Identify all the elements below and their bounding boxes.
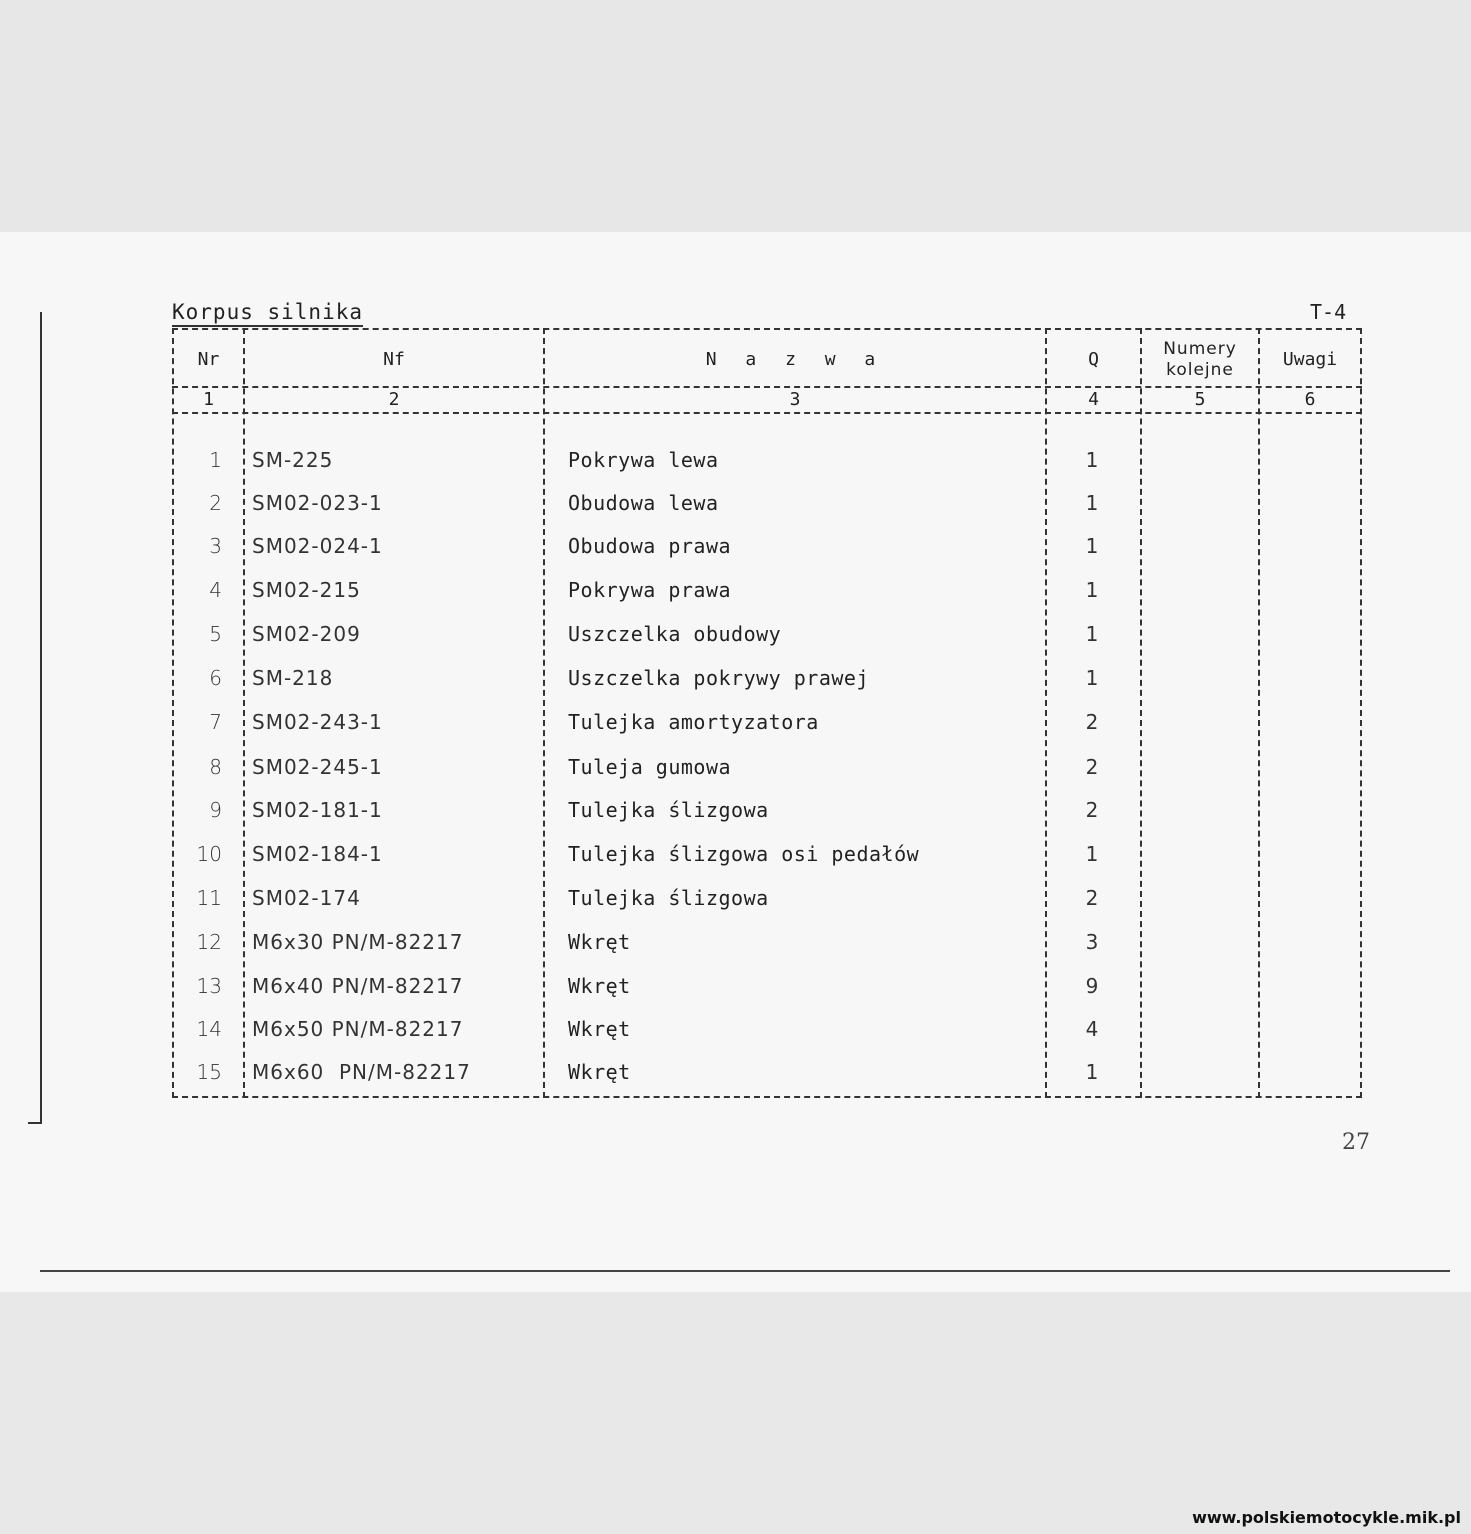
- row-nr: 2: [209, 491, 222, 515]
- row-quantity: 2: [1085, 886, 1099, 910]
- table-row: [174, 700, 1360, 744]
- row-part-name: Uszczelka pokrywy prawej: [568, 666, 869, 690]
- table-row: [174, 656, 1360, 700]
- row-nr: 3: [209, 534, 222, 558]
- row-quantity: 9: [1085, 974, 1099, 998]
- page-number: 27: [1342, 1130, 1370, 1155]
- column-number-1: 1: [203, 388, 214, 410]
- row-part-number: SM-225: [252, 448, 334, 472]
- row-part-name: Wkręt: [568, 930, 631, 954]
- row-nr: 9: [209, 798, 222, 822]
- header-nr: Nr: [197, 348, 220, 370]
- row-part-name: Tulejka ślizgowa: [568, 886, 769, 910]
- row-part-number: SM-218: [252, 666, 334, 690]
- row-part-name: Wkręt: [568, 1060, 631, 1084]
- source-watermark: www.polskiemotocykle.mik.pl: [1192, 1508, 1461, 1527]
- row-part-number: SM02-209: [252, 622, 361, 646]
- table-row: [174, 524, 1360, 568]
- row-nr: 12: [196, 930, 222, 954]
- row-nr: 7: [209, 710, 222, 734]
- row-quantity: 1: [1085, 534, 1099, 558]
- row-part-number: SM02-023-1: [252, 491, 383, 515]
- row-part-name: Wkręt: [568, 974, 631, 998]
- row-quantity: 1: [1085, 1060, 1099, 1084]
- row-nr: 6: [209, 666, 222, 690]
- row-part-number: SM02-245-1: [252, 755, 383, 779]
- table-row: [174, 964, 1360, 1008]
- header-uwagi: Uwagi: [1282, 348, 1338, 370]
- table-row: [174, 920, 1360, 964]
- page-bottom-line: [40, 1270, 1450, 1272]
- binding-rule-foot: [28, 1122, 42, 1124]
- table-row: [174, 1007, 1360, 1051]
- row-quantity: 1: [1085, 622, 1099, 646]
- row-part-number: SM02-174: [252, 886, 361, 910]
- document-title: Korpus silnika: [172, 300, 363, 327]
- column-number-4: 4: [1088, 388, 1099, 410]
- row-part-name: Obudowa prawa: [568, 534, 732, 558]
- scan-bottom-margin: [0, 1292, 1471, 1534]
- row-part-name: Tuleja gumowa: [568, 755, 732, 779]
- row-quantity: 1: [1085, 491, 1099, 515]
- column-number-5: 5: [1194, 388, 1206, 410]
- row-part-number: M6x60 PN/M-82217: [252, 1060, 471, 1084]
- table-row: [174, 788, 1360, 832]
- row-nr: 10: [196, 842, 222, 866]
- table-row: [174, 832, 1360, 876]
- row-quantity: 3: [1085, 930, 1099, 954]
- row-quantity: 1: [1085, 578, 1099, 602]
- row-part-number: M6x30 PN/M-82217: [252, 930, 464, 954]
- row-quantity: 2: [1085, 798, 1099, 822]
- binding-rule: [40, 312, 42, 1124]
- column-number-2: 2: [388, 388, 400, 410]
- column-number-divider: [172, 412, 1362, 414]
- row-part-name: Tulejka ślizgowa: [568, 798, 769, 822]
- row-part-number: SM02-215: [252, 578, 361, 602]
- row-part-name: Pokrywa prawa: [568, 578, 732, 602]
- document-code: T-4: [1310, 300, 1347, 324]
- row-quantity: 2: [1085, 755, 1099, 779]
- row-part-name: Obudowa lewa: [568, 491, 719, 515]
- row-part-name: Pokrywa lewa: [568, 448, 719, 472]
- row-part-name: Wkręt: [568, 1017, 631, 1041]
- row-nr: 13: [196, 974, 222, 998]
- row-part-number: SM02-024-1: [252, 534, 383, 558]
- row-nr: 4: [209, 578, 222, 602]
- row-part-name: Tulejka ślizgowa osi pedałów: [568, 842, 920, 866]
- row-nr: 15: [196, 1060, 222, 1084]
- row-nr: 14: [196, 1017, 222, 1041]
- table-row: [174, 876, 1360, 920]
- row-part-name: Tulejka amortyzatora: [568, 710, 819, 734]
- table-row: [174, 568, 1360, 612]
- table-row: [174, 481, 1360, 525]
- column-number-3: 3: [789, 388, 801, 410]
- header-nazwa: N a z w a: [705, 348, 885, 370]
- row-nr: 11: [196, 886, 222, 910]
- column-number-6: 6: [1304, 388, 1316, 410]
- row-part-name: Uszczelka obudowy: [568, 622, 782, 646]
- row-quantity: 2: [1085, 710, 1099, 734]
- row-part-number: M6x40 PN/M-82217: [252, 974, 464, 998]
- row-quantity: 1: [1085, 842, 1099, 866]
- row-part-number: SM02-184-1: [252, 842, 383, 866]
- row-part-number: SM02-181-1: [252, 798, 383, 822]
- table-row: [174, 612, 1360, 656]
- row-quantity: 1: [1085, 666, 1099, 690]
- row-part-number: M6x50 PN/M-82217: [252, 1017, 464, 1041]
- row-quantity: 4: [1085, 1017, 1099, 1041]
- row-quantity: 1: [1085, 448, 1099, 472]
- table-row: [174, 745, 1360, 789]
- table-row: [174, 438, 1360, 482]
- scan-top-margin: [0, 0, 1471, 232]
- table-row: [174, 1050, 1360, 1094]
- header-nf: Nf: [383, 348, 405, 370]
- row-part-number: SM02-243-1: [252, 710, 383, 734]
- row-nr: 5: [209, 622, 222, 646]
- header-numery-kolejne: Numery kolejne: [1163, 338, 1237, 380]
- row-nr: 1: [209, 448, 222, 472]
- header-q: Q: [1088, 348, 1099, 370]
- row-nr: 8: [209, 755, 222, 779]
